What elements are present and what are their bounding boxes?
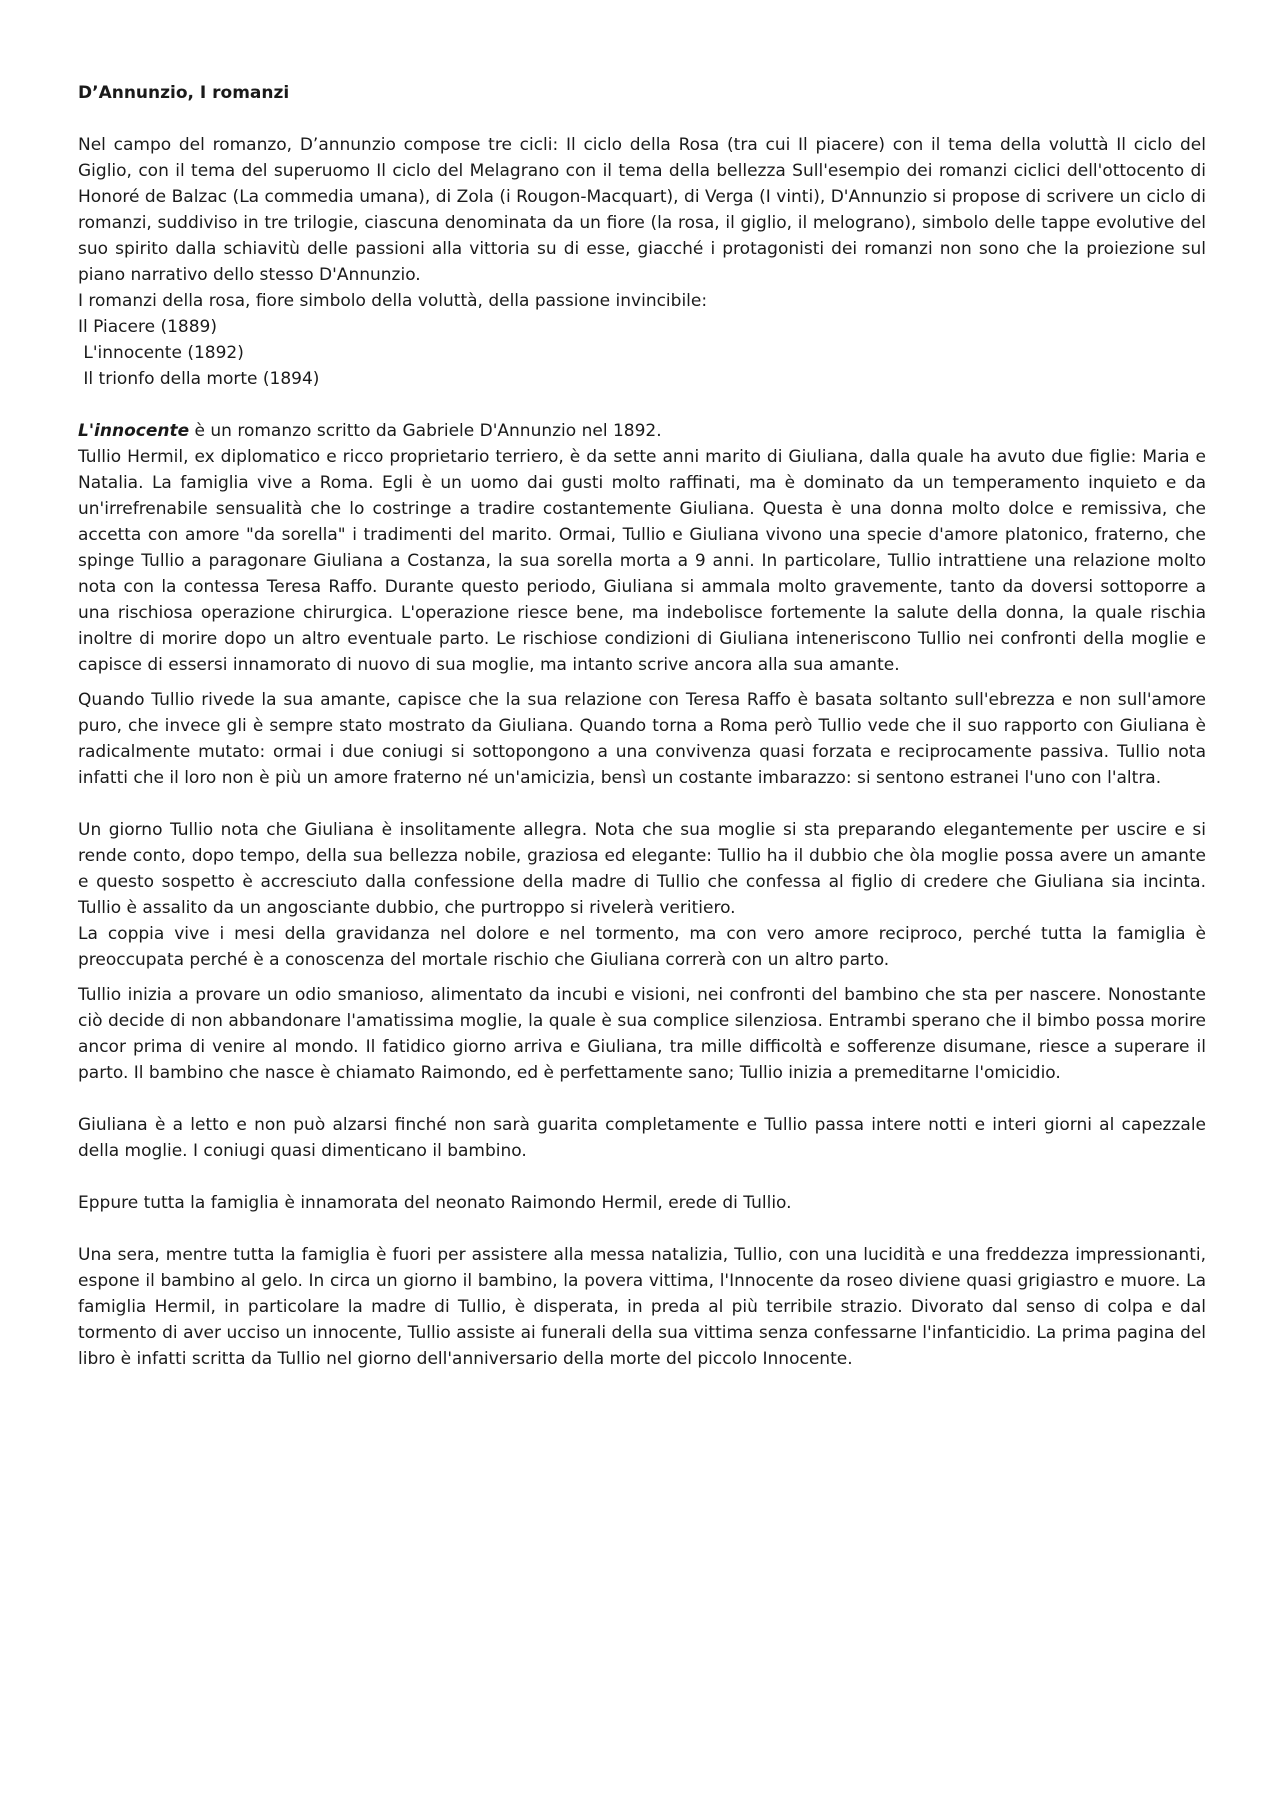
document-title: D’Annunzio, I romanzi bbox=[78, 83, 290, 103]
rosa-list-item: L'innocente (1892) bbox=[78, 343, 244, 363]
intro-paragraph: Nel campo del romanzo, D’annunzio compose tre cicli: Il ciclo della Rosa (tra cui Il piacere) con il tema della voluttà Il ciclo del Giglio, con il tema del superuomo Il ciclo del Melagrano con il tema della bellezza Sull'esempio dei romanzi ciclici dell'ottocento di Honoré de Balzac (La commedia umana), di Zola (i Rougon-Macquart), di Verga (I vinti), D'Annunzio si propose di scrivere un ciclo di romanzi, suddiviso in tre trilogie, ciascuna denominata da un fiore (la rosa, il giglio, il melograno), simbolo delle tappe evolutive del suo spirito dalla schiavitù delle passioni alla vittoria su di esse, giacché i protagonisti dei romanzi non sono che la proiezione sul piano narrativo dello stesso D'Annunzio. bbox=[78, 135, 1206, 285]
rosa-list-item: Il Piacere (1889) bbox=[78, 317, 217, 337]
innocente-title: L'innocente bbox=[78, 421, 190, 441]
rosa-list bbox=[78, 314, 1206, 392]
innocente-intro bbox=[78, 418, 1206, 444]
document-page bbox=[78, 80, 1206, 1372]
rosa-list-item: Il trionfo della morte (1894) bbox=[78, 369, 320, 389]
rosa-heading: I romanzi della rosa, fiore simbolo della voluttà, della passione invincibile: bbox=[78, 291, 708, 311]
plot-paragraph-8: Una sera, mentre tutta la famiglia è fuori per assistere alla messa natalizia, Tullio, con una lucidità e una freddezza impressionanti, espone il bambino al gelo. In circa un giorno il bambino, la povera vittima, l'Innocente da roseo diviene quasi grigiastro e muore. La famiglia Hermil, in particolare la madre di Tullio, è disperata, in preda al più terribile strazio. Divorato dal senso di colpa e dal tormento di aver ucciso un innocente, Tullio assiste ai funerali della sua vittima senza confessarne l'infanticidio. La prima pagina del libro è infatti scritta da Tullio nel giorno dell'anniversario della morte del piccolo Innocente. bbox=[78, 1245, 1206, 1369]
plot-paragraph-1: Tullio Hermil, ex diplomatico e ricco proprietario terriero, è da sette anni marito di Giuliana, dalla quale ha avuto due figlie: Maria e Natalia. La famiglia vive a Roma. Egli è un uomo dai gusti molto raffinati, ma è dominato da un temperamento inquieto e da un'irrefrenabile sensualità che lo costringe a tradire costantemente Giuliana. Questa è una donna molto dolce e remissiva, che accetta con amore "da sorella" i tradimenti del marito. Ormai, Tullio e Giuliana vivono una specie d'amore platonico, fraterno, che spinge Tullio a paragonare Giuliana a Costanza, la sua sorella morta a 9 anni. In particolare, Tullio intrattiene una relazione molto nota con la contessa Teresa Raffo. Durante questo periodo, Giuliana si ammala molto gravemente, tanto da doversi sottoporre a una rischiosa operazione chirurgica. L'operazione riesce bene, ma indebolisce fortemente la salute della donna, la quale rischia inoltre di morire dopo un altro eventuale parto. Le rischiose condizioni di Giuliana inteneriscono Tullio nei confronti della moglie e capisce di essersi innamorato di nuovo di sua moglie, ma intanto scrive ancora alla sua amante. bbox=[78, 447, 1206, 675]
plot-paragraph-7: Eppure tutta la famiglia è innamorata del neonato Raimondo Hermil, erede di Tullio. bbox=[78, 1193, 792, 1213]
innocente-intro-text: è un romanzo scritto da Gabriele D'Annunzio nel 1892. bbox=[189, 421, 662, 441]
plot-paragraph-5: Tullio inizia a provare un odio smanioso, alimentato da incubi e visioni, nei confronti del bambino che sta per nascere. Nonostante ciò decide di non abbandonare l'amatissima moglie, la quale è sua complice silenziosa. Entrambi sperano che il bimbo possa morire ancor prima di venire al mondo. Il fatidico giorno arriva e Giuliana, tra mille difficoltà e sofferenze disumane, riesce a superare il parto. Il bambino che nasce è chiamato Raimondo, ed è perfettamente sano; Tullio inizia a premeditarne l'omicidio. bbox=[78, 985, 1206, 1083]
plot-paragraph-4: La coppia vive i mesi della gravidanza nel dolore e nel tormento, ma con vero amore reciproco, perché tutta la famiglia è preoccupata perché è a conoscenza del mortale rischio che Giuliana correrà con un altro parto. bbox=[78, 924, 1206, 970]
plot-paragraph-6: Giuliana è a letto e non può alzarsi finché non sarà guarita completamente e Tullio passa intere notti e interi giorni al capezzale della moglie. I coniugi quasi dimenticano il bambino. bbox=[78, 1115, 1206, 1161]
plot-paragraph-3: Un giorno Tullio nota che Giuliana è insolitamente allegra. Nota che sua moglie si sta preparando elegantemente per uscire e si rende conto, dopo tempo, della sua bellezza nobile, graziosa ed elegante: Tullio ha il dubbio che òla moglie possa avere un amante e questo sospetto è accresciuto dalla confessione della madre di Tullio che confessa al figlio di credere che Giuliana sia incinta. Tullio è assalito da un angosciante dubbio, che purtroppo si rivelerà veritiero. bbox=[78, 820, 1206, 918]
plot-paragraph-2: Quando Tullio rivede la sua amante, capisce che la sua relazione con Teresa Raffo è basata soltanto sull'ebrezza e non sull'amore puro, che invece gli è sempre stato mostrato da Giuliana. Quando torna a Roma però Tullio vede che il suo rapporto con Giuliana è radicalmente mutato: ormai i due coniugi si sottopongono a una convivenza quasi forzata e reciprocamente passiva. Tullio nota infatti che il loro non è più un amore fraterno né un'amicizia, bensì un costante imbarazzo: si sentono estranei l'uno con l'altra. bbox=[78, 690, 1206, 788]
